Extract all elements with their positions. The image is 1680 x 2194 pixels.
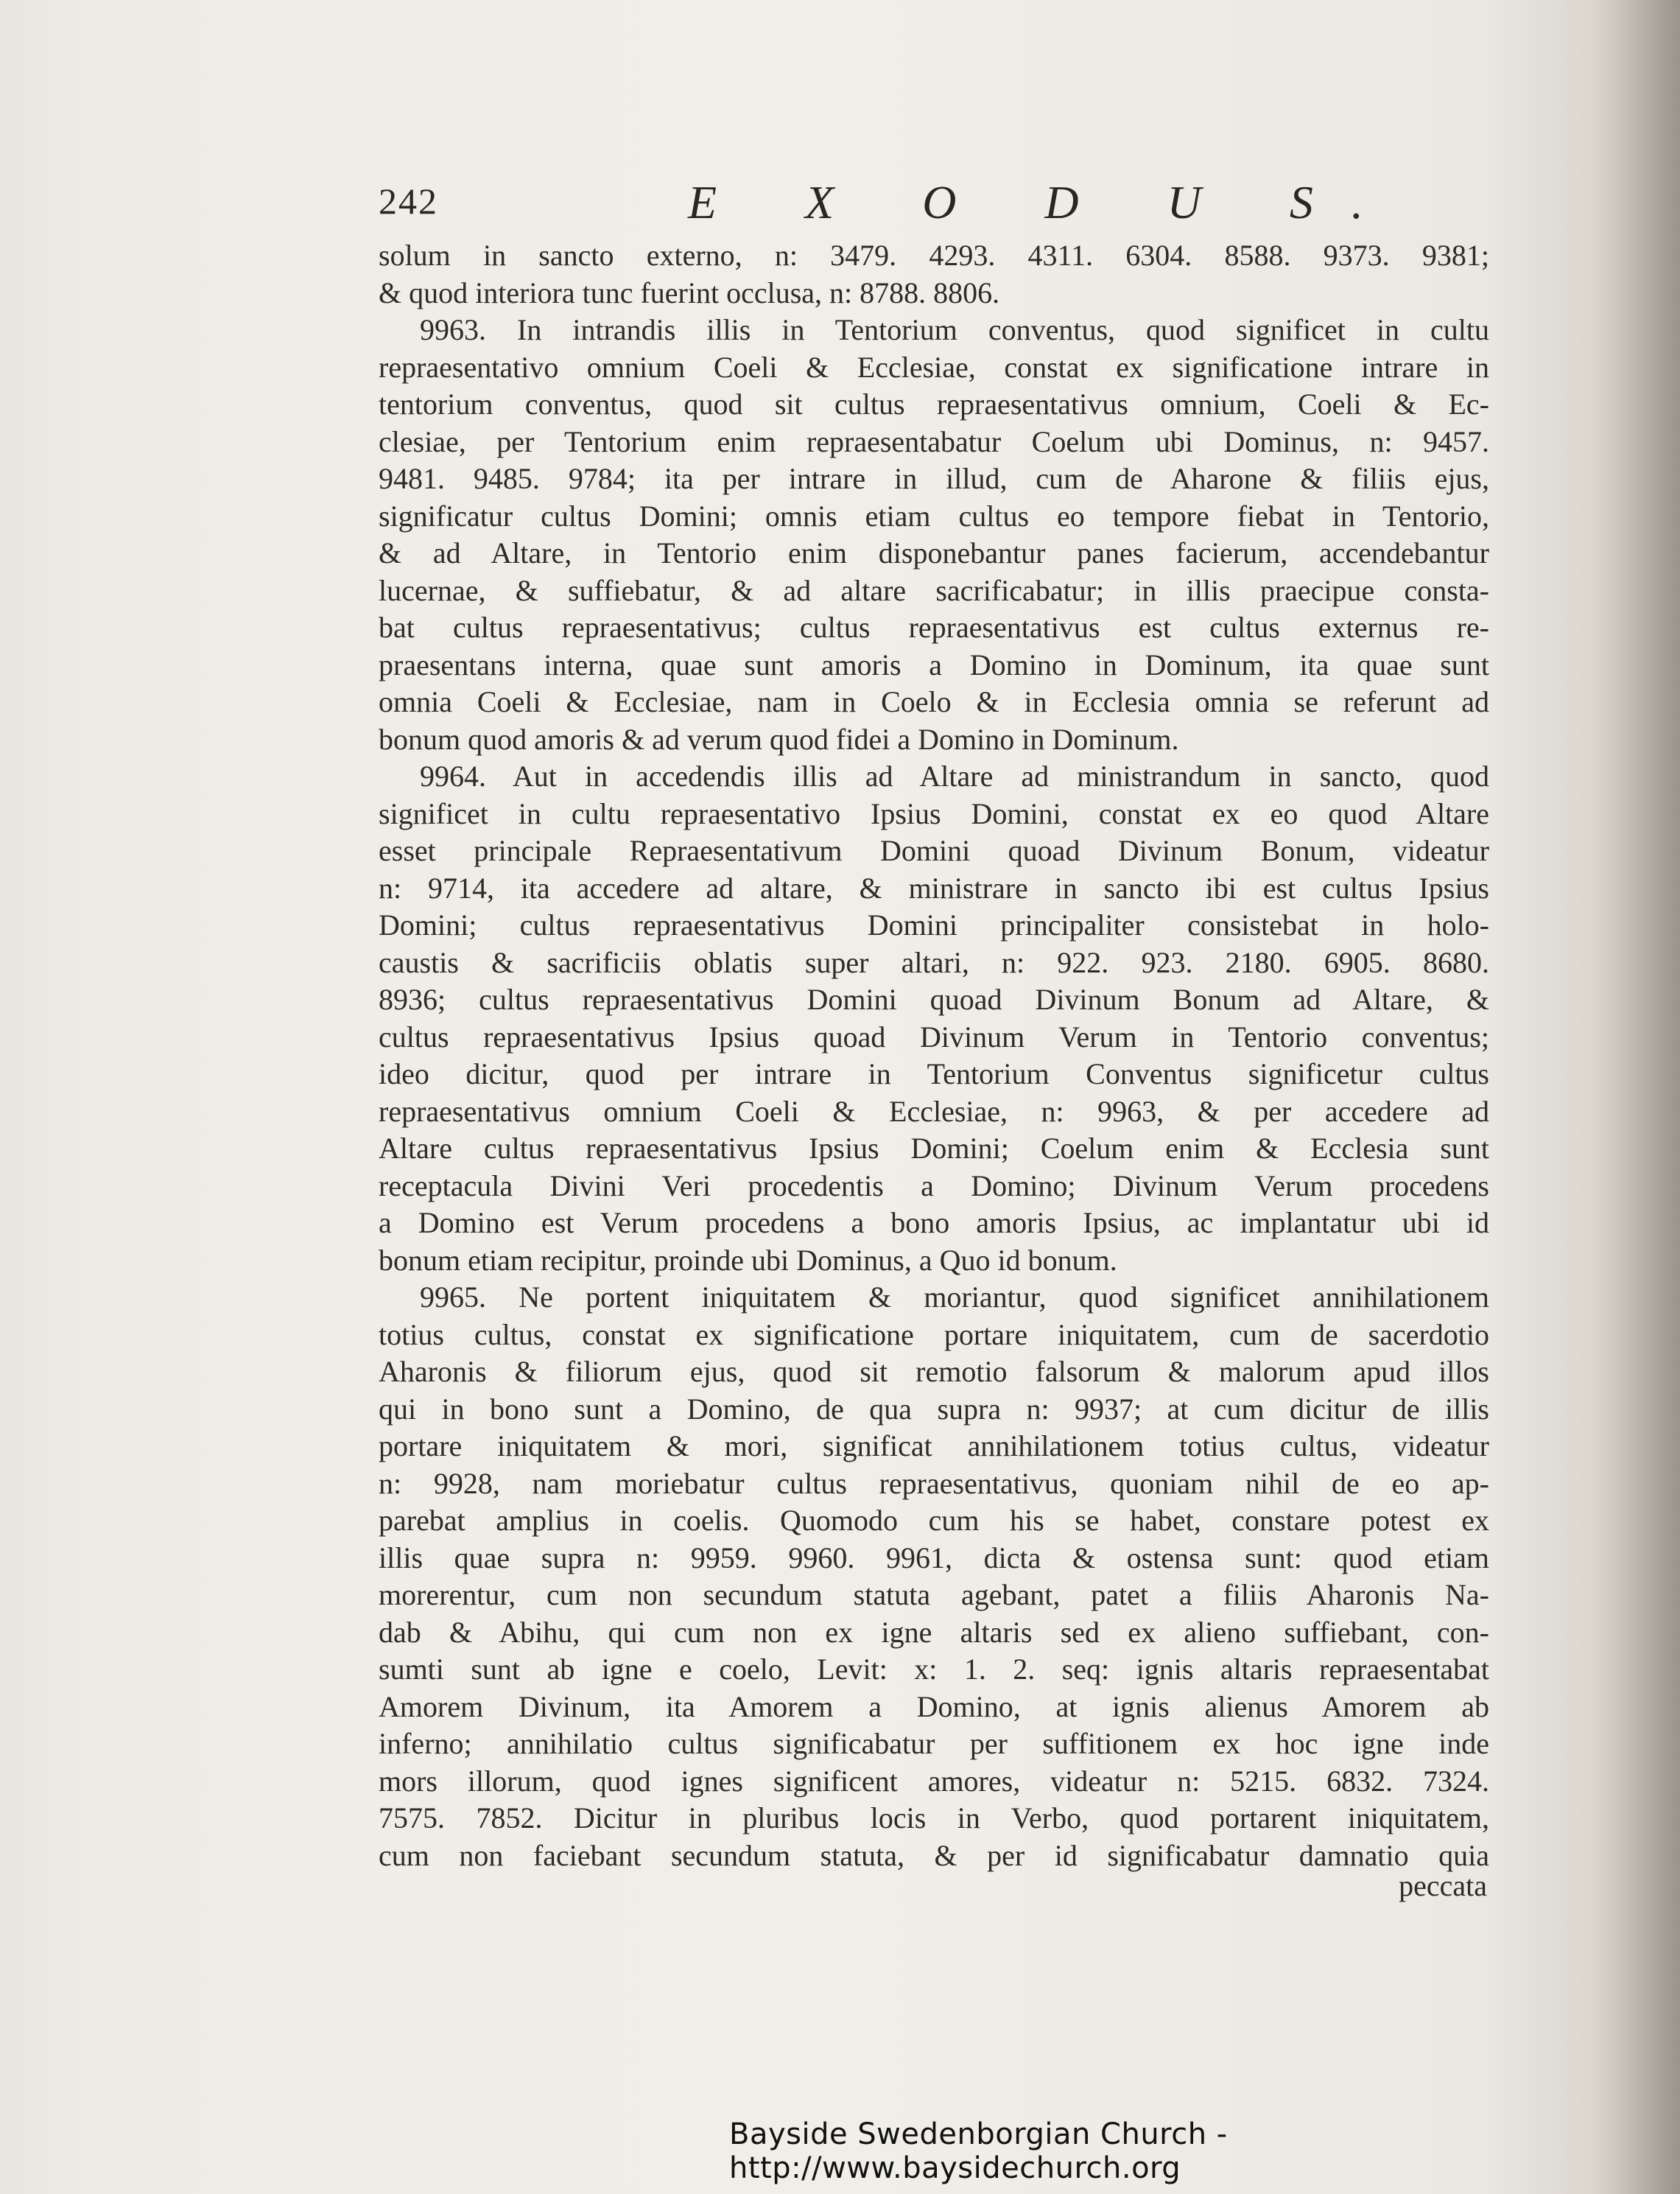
catchword: peccata: [1399, 1869, 1487, 1902]
text-line: ideo dicitur, quod per intrare in Tentorium Conventus significetur cultus: [379, 1057, 1489, 1090]
text-line: parebat amplius in coelis. Quomodo cum his se habet, constare potest ex: [379, 1504, 1489, 1537]
paragraph-9965-first-line: 9965. Ne portent iniquitatem & moriantur, quod significet annihilationem: [420, 1280, 1489, 1314]
text-line: dab & Abihu, qui cum non ex igne altaris sed ex alieno suffiebant, con-: [379, 1615, 1489, 1649]
text-line: n: 9928, nam moriebatur cultus repraesentativus, quoniam nihil de eo ap-: [379, 1466, 1489, 1500]
text-line: receptacula Divini Veri procedentis a Domino; Divinum Verum procedens: [379, 1168, 1489, 1202]
text-line: sumti sunt ab igne e coelo, Levit: x: 1. 2. seq: ignis altaris repraesentabat: [379, 1652, 1489, 1686]
text-line: Domini; cultus repraesentativus Domini principaliter consistebat in holo-: [379, 908, 1489, 942]
page-edge-shadow: [1592, 0, 1680, 2194]
text-line: inferno; annihilatio cultus significabatur per suffitionem ex hoc igne inde: [379, 1727, 1489, 1760]
text-line: totius cultus, constat ex significatione portare iniquitatem, cum de sacerdotio: [379, 1317, 1489, 1351]
book-title: E X O D U S.: [688, 176, 1402, 228]
text-line: praesentans interna, quae sunt amoris a Domino in Dominum, ita quae sunt: [379, 648, 1489, 681]
text-line: bonum etiam recipitur, proinde ubi Dominus, a Quo id bonum.: [379, 1243, 1117, 1277]
text-line: bat cultus repraesentativus; cultus repraesentativus est cultus externus re-: [379, 611, 1489, 644]
text-line: n: 9714, ita accedere ad altare, & ministrare in sancto ibi est cultus Ipsius: [379, 871, 1489, 905]
text-line: qui in bono sunt a Domino, de qua supra n: 9937; at cum dicitur de illis: [379, 1392, 1489, 1426]
text-line: significatur cultus Domini; omnis etiam cultus eo tempore fiebat in Tentorio,: [379, 499, 1489, 533]
text-line: & quod interiora tunc fuerint occlusa, n: 8788. 8806.: [379, 276, 1000, 309]
text-line: caustis & sacrificiis oblatis super altari, n: 922. 923. 2180. 6905. 8680.: [379, 945, 1489, 979]
text-line: 9481. 9485. 9784; ita per intrare in illud, cum de Aharone & filiis ejus,: [379, 462, 1489, 495]
text-line: portare iniquitatem & mori, significat annihilationem totius cultus, videatur: [379, 1429, 1489, 1462]
paragraph-9963-first-line: 9963. In intrandis illis in Tentorium conventus, quod significet in cultu: [420, 313, 1489, 346]
paragraph-9964-first-line: 9964. Aut in accedendis illis ad Altare ad ministrandum in sancto, quod: [420, 760, 1489, 793]
text-line: clesiae, per Tentorium enim repraesentabatur Coelum ubi Dominus, n: 9457.: [379, 424, 1489, 458]
text-line: cum non faciebant secundum statuta, & per id significabatur damnatio quia: [379, 1838, 1489, 1872]
running-head: [379, 175, 1483, 234]
text-line: solum in sancto externo, n: 3479. 4293. 4311. 6304. 8588. 9373. 9381;: [379, 239, 1489, 272]
text-line: a Domino est Verum procedens a bono amoris Ipsius, ac implantatur ubi id: [379, 1206, 1489, 1239]
text-line: Altare cultus repraesentativus Ipsius Domini; Coelum enim & Ecclesia sunt: [379, 1132, 1489, 1165]
text-line: tentorium conventus, quod sit cultus repraesentativus omnium, Coeli & Ec-: [379, 388, 1489, 421]
watermark-credit: Bayside Swedenborgian Church - http://www.baysidechurch.org: [729, 2117, 1228, 2185]
text-line: significet in cultu repraesentativo Ipsius Domini, constat ex eo quod Altare: [379, 796, 1489, 830]
text-line: repraesentativo omnium Coeli & Ecclesiae, constat ex significatione intrare in: [379, 350, 1489, 384]
text-line: mors illorum, quod ignes significent amores, videatur n: 5215. 6832. 7324.: [379, 1764, 1489, 1798]
body-text: [379, 237, 1489, 1874]
text-line: Amorem Divinum, ita Amorem a Domino, at ignis alienus Amorem ab: [379, 1689, 1489, 1723]
text-line: illis quae supra n: 9959. 9960. 9961, dicta & ostensa sunt: quod etiam: [379, 1541, 1489, 1574]
text-line: lucernae, & suffiebatur, & ad altare sacrificabatur; in illis praecipue consta-: [379, 573, 1489, 607]
text-line: 8936; cultus repraesentativus Domini quoad Divinum Bonum ad Altare, &: [379, 983, 1489, 1016]
text-line: repraesentativus omnium Coeli & Ecclesiae, n: 9963, & per accedere ad: [379, 1094, 1489, 1128]
text-line: morerentur, cum non secundum statuta agebant, patet a filiis Aharonis Na-: [379, 1578, 1489, 1611]
page-number: 242: [379, 181, 438, 222]
text-line: & ad Altare, in Tentorio enim disponebantur panes facierum, accendebantur: [379, 536, 1489, 569]
text-line: esset principale Repraesentativum Domini quoad Divinum Bonum, videatur: [379, 834, 1489, 867]
text-line: bonum quod amoris & ad verum quod fidei a Domino in Dominum.: [379, 722, 1179, 756]
text-line: cultus repraesentativus Ipsius quoad Divinum Verum in Tentorio conventus;: [379, 1020, 1489, 1054]
text-line: 7575. 7852. Dicitur in pluribus locis in Verbo, quod portarent iniquitatem,: [379, 1801, 1489, 1834]
text-line: Aharonis & filiorum ejus, quod sit remotio falsorum & malorum apud illos: [379, 1355, 1489, 1388]
text-line: omnia Coeli & Ecclesiae, nam in Coelo & in Ecclesia omnia se referunt ad: [379, 685, 1489, 718]
